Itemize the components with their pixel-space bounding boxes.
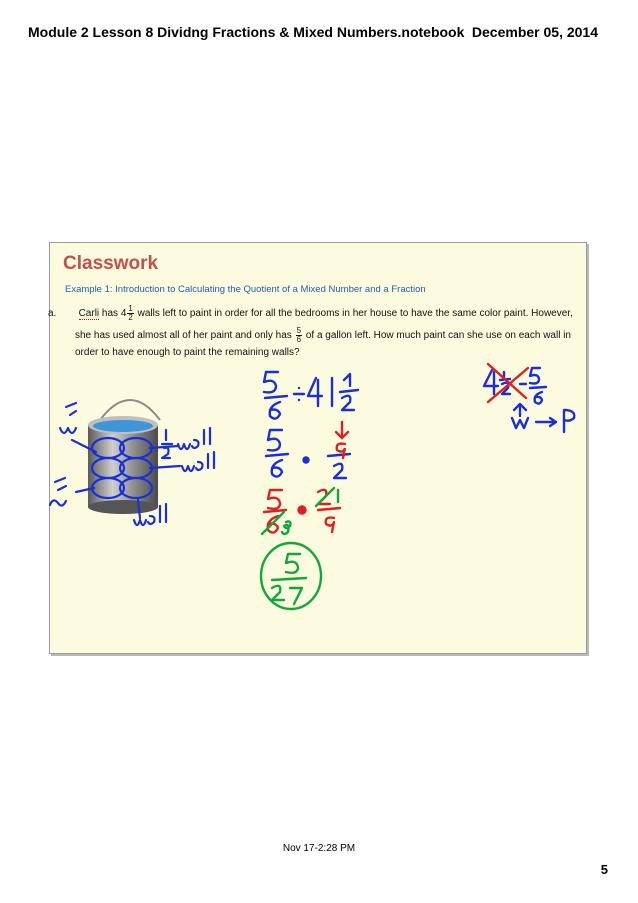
- problem-line-3: order to have enough to paint the remaining walls?: [75, 347, 300, 358]
- problem-label: a.: [48, 308, 57, 320]
- classwork-heading: Classwork: [63, 253, 159, 274]
- problem-text-2: walls left to paint in order for all the bedrooms in her house to have the same color paint. However,: [137, 308, 573, 320]
- notebook-date: December 05, 2014: [471, 24, 598, 40]
- paint-fraction: $\frac{5}{6}$: [296, 326, 302, 344]
- notebook-title: Module 2 Lesson 8 Dividng Fractions & Mixed Numbers.notebook: [28, 24, 465, 40]
- red-flip-nine-over-two: [336, 422, 348, 458]
- crossed-out-work: [484, 364, 574, 432]
- footer-timestamp: Nov 17-2:28 PM: [282, 843, 356, 854]
- example-heading: Example 1: Introduction to Calculating the Quotient of a Mixed Number and a Fraction: [65, 284, 426, 295]
- problem-text-1: has: [101, 308, 119, 320]
- page-number: 5: [600, 862, 608, 877]
- problem-text-4: of a gallon left. How much paint can she use on each wall in: [305, 330, 571, 342]
- mixed-fraction: $\frac{1}{2}$: [128, 304, 133, 322]
- mixed-whole: 4: [120, 308, 127, 320]
- product-work: [262, 488, 340, 534]
- problem-name: Carli: [78, 308, 100, 320]
- answer-five-over-twenty-seven: [261, 543, 321, 609]
- problem-text-3: she has used almost all of her paint and only has: [75, 330, 292, 342]
- blue-division-work: [264, 372, 358, 478]
